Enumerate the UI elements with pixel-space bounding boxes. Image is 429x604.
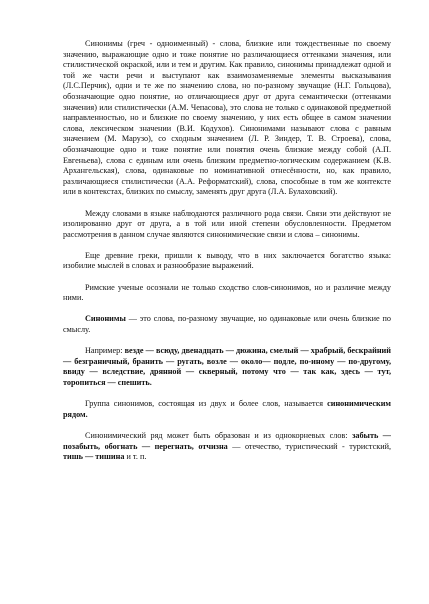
definition-text: — это слова, по-разному звучащие, но одинаковые или очень близкие по смыслу. [63,314,391,335]
paragraph-romans: Римские ученые осознали не только сходство слов-синонимов, но и различие между ними. [63,282,391,303]
same-root-plain-2: и т. п. [124,452,147,462]
paragraph-relations: Между словами в языке наблюдаются различного рода связи. Связи эти действуют не изолированно друг от друга, а в той или иной степени обусловленности. Предметом рассмотрения в данном случае являются синонимические связи и слова – синонимы. [63,208,391,239]
paragraph-definition: Синонимы (греч - одноименный) - слова, близкие или тождественные по своему значению, выражающие одно и тоже понятие но различающиеся оттенками значения, или стилистической окраской, или и тем и другим. Как правило, синонимы принадлежат одной и той же части речи и выступают как взаимозаменяемые элементы высказывания (Л.С.Перчик), одни и те же по значению слова, но по-разному звучащие (Н.Г. Гольцова), обозначающие одно понятие, но отличающиеся друг от друга семантически (оттенками значения) или стилистически (А.М. Чепасова), это слова не только с одинаковой предметной направленностью, но и близкие по своему значению, у них есть общее в самом значении слова, лексическом значении (В.И. Кодухов). Синонимами называют слова с равным значением (М. Марузо), со сходным значением (Л. Р. Зиндер, Т. В. Строева), слова, обозначающие одно и тоже понятие или понятия очень близкие между собой (А.П. Евгеньева), слова с единым или очень близким предметно-логическим содержанием (К.В. Архангельская), слова, одинаковые по номинативной отнесённости, но, как правило, различающиеся стилистически (А.А. Реформатский), слова, способные в том же контексте или в контекстах, близких по смыслу, заменять друг друга (Л.А. Булаховский). [63,39,391,197]
same-root-plain-1: — отечество, туристический - туристский, [227,441,392,451]
synonym-row-lead: Группа синонимов, состоящая из двух и более слов, называется [85,399,328,409]
term-synonyms: Синонимы [85,314,126,324]
same-root-examples-1: забыть — позабыть, обогнать — перегнать, отчизна [63,430,391,451]
paragraph-same-root [63,431,391,463]
examples-list: везде — всюду, двенадцать — дюжина, смелый — храбрый, бескрайний — безграничный, бранить — ругать, возле — около— подле, по-иному — по-другому, ввиду — вследствие, дрянной — скверный, потому что — так как, здесь — тут, торопиться — спешить. [63,346,391,387]
paragraph-examples [63,346,391,388]
paragraph-synonym-row [63,399,391,420]
paragraph-greeks: Еще древние греки, пришли к выводу, что в них заключается богатство языка: изобилие мыслей в словах и разнообразие выражений. [63,250,391,271]
term-synonym-row: синонимическим рядом. [63,399,391,419]
same-root-lead: Синонимический ряд может быть образован и из однокорневых слов: [85,430,353,440]
examples-lead: Например: [85,346,125,356]
paragraph-synonyms-definition [63,314,391,335]
same-root-examples-2: тишь — тишина [63,452,125,462]
